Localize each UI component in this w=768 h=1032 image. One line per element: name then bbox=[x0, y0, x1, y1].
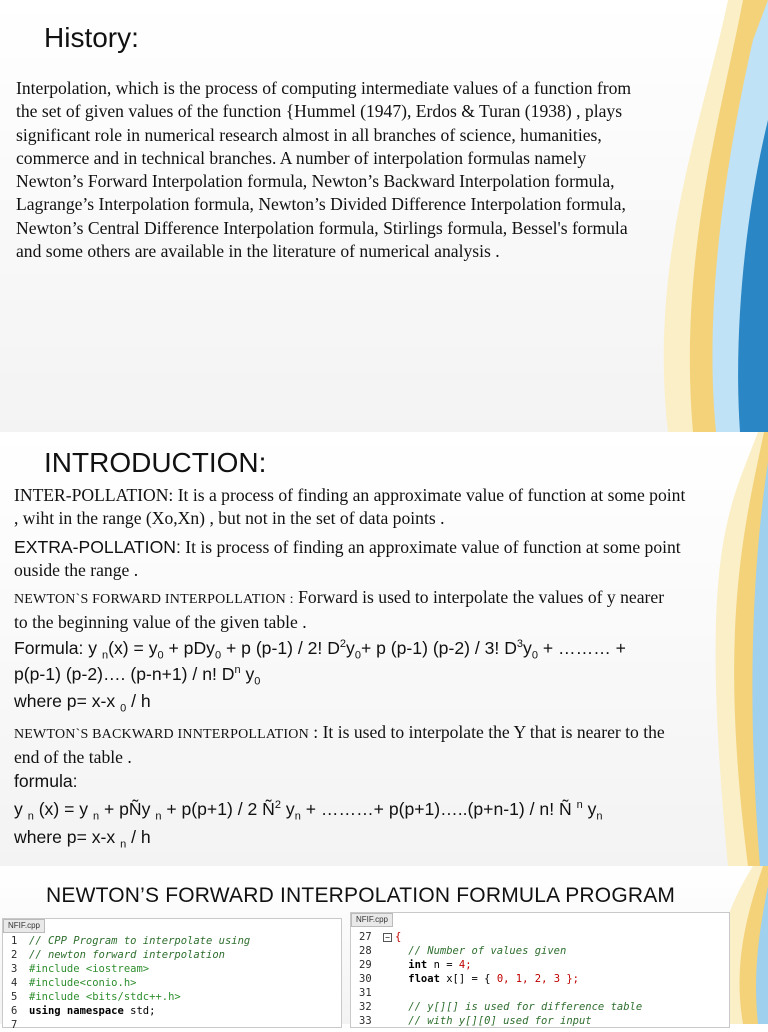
formula-sub: 0 bbox=[214, 649, 222, 662]
code-text: ; bbox=[465, 959, 472, 971]
line-number: 5 bbox=[11, 991, 18, 1003]
code-text: std; bbox=[123, 1005, 156, 1017]
code-line bbox=[3, 934, 250, 948]
code-line bbox=[3, 1004, 155, 1018]
code-text: #include<conio.h> bbox=[29, 977, 137, 989]
paragraph-line: Newton’s Forward Interpolation formula, Newton’s Backward Interpolation formula, bbox=[16, 171, 615, 192]
interpolation-text-cont: , wiht in the range (Xo,Xn) , but not in the set of data points . bbox=[14, 508, 445, 528]
code-keyword: int bbox=[383, 959, 428, 971]
code-text: x[] = { bbox=[439, 973, 497, 985]
line-number: 4 bbox=[11, 977, 18, 989]
interpolation-definition bbox=[14, 484, 758, 530]
formula-sup: 2 bbox=[339, 638, 347, 651]
interpolation-text: It is a process of finding an approximate value of function at some point bbox=[173, 485, 686, 505]
program-slide bbox=[0, 866, 768, 1031]
file-tab[interactable]: NFIF.cpp bbox=[3, 919, 45, 933]
line-number: 28 bbox=[359, 945, 372, 957]
backward-where-line bbox=[14, 827, 151, 851]
formula-text: y bbox=[346, 638, 355, 658]
code-text: #include <iostream> bbox=[29, 963, 150, 975]
paragraph-line: and some others are available in the literature of numerical analysis . bbox=[16, 241, 500, 262]
formula-sub: n bbox=[120, 838, 127, 851]
line-number: 31 bbox=[359, 987, 372, 999]
code-text: // newton forward interpolation bbox=[29, 949, 225, 961]
code-line bbox=[3, 976, 136, 990]
code-line bbox=[351, 958, 472, 972]
code-line bbox=[351, 930, 401, 944]
formula-text: y bbox=[14, 799, 28, 819]
line-number: 32 bbox=[359, 1001, 372, 1013]
code-text: // CPP Program to interpolate using bbox=[29, 935, 251, 947]
line-number: 2 bbox=[11, 949, 18, 961]
line-number: 30 bbox=[359, 973, 372, 985]
code-line bbox=[351, 1014, 592, 1028]
formula-text: y bbox=[240, 664, 255, 684]
line-number: 27 bbox=[359, 931, 372, 943]
code-text: }; bbox=[560, 973, 579, 985]
formula-text: + p(p+1) / 2 Ñ bbox=[161, 799, 275, 819]
code-line bbox=[351, 986, 383, 1000]
formula-text: y bbox=[582, 799, 597, 819]
history-title: History: bbox=[44, 22, 139, 53]
code-editor-right bbox=[350, 912, 730, 1028]
paragraph-line: Newton’s Central Difference Interpolation formula, Stirlings formula, Bessel's formula bbox=[16, 217, 628, 238]
formula-sub: 0 bbox=[531, 649, 538, 662]
code-text: // Number of values given bbox=[383, 945, 567, 957]
code-line bbox=[3, 1018, 29, 1032]
code-keyword: float bbox=[383, 973, 440, 985]
formula-sub: 0 bbox=[157, 649, 164, 662]
formula-sub: 0 bbox=[254, 675, 261, 688]
interpolation-term: INTER-POLLATION: bbox=[14, 485, 174, 505]
backward-term: NEWTON`S BACKWARD INNTERPOLLATION bbox=[14, 727, 309, 742]
forward-formula-line-2 bbox=[14, 664, 260, 688]
forward-text-cont: to the beginning value of the given table . bbox=[14, 612, 307, 632]
forward-term: NEWTON`S FORWARD INTERPOLLATION : bbox=[14, 592, 294, 607]
paragraph-line: significant role in numerical research almost in all branches of science, humanities, bbox=[16, 124, 602, 145]
formula-text: where p= x-x bbox=[14, 691, 121, 711]
formula-sub: n bbox=[102, 649, 109, 662]
line-number: 33 bbox=[359, 1015, 372, 1027]
formula-text: Formula: y bbox=[14, 638, 102, 658]
formula-text: p(p-1) (p-2)…. (p-n+1) / n! D bbox=[14, 664, 235, 684]
formula-text: + ……… + bbox=[537, 638, 626, 658]
code-line bbox=[3, 990, 181, 1004]
formula-sub: 0 bbox=[120, 702, 127, 715]
formula-text: (x) = y bbox=[33, 799, 93, 819]
file-tab[interactable]: NFIF.cpp bbox=[351, 913, 393, 927]
formula-text: + pDy bbox=[163, 638, 215, 658]
backward-text-cont: end of the table . bbox=[14, 747, 132, 767]
paragraph-line: Interpolation, which is the process of computing intermediate values of a function from bbox=[16, 78, 632, 98]
formula-text: + pÑy bbox=[99, 799, 156, 819]
formula-text: / h bbox=[126, 691, 151, 711]
backward-text: : It is used to interpolate the Y that is nearer to the bbox=[308, 722, 665, 742]
formula-sub: n bbox=[27, 810, 34, 823]
introduction-slide bbox=[0, 432, 768, 866]
forward-formula-line-1 bbox=[14, 638, 626, 662]
extrapolation-definition bbox=[14, 536, 758, 582]
code-text: #include <bits/stdc++.h> bbox=[29, 991, 181, 1003]
formula-sup: n bbox=[234, 664, 241, 677]
paragraph-line: Lagrange’s Interpolation formula, Newton’s Divided Difference Interpolation formula, bbox=[16, 194, 626, 215]
code-line bbox=[3, 962, 149, 976]
paragraph-line: the set of given values of the function {Hummel (1947), Erdos & Turan (1938) , plays bbox=[16, 101, 623, 122]
forward-text: Forward is used to interpolate the values of y nearer bbox=[293, 587, 665, 607]
formula-sup: n bbox=[576, 799, 583, 812]
formula-text: + ………+ p(p+1)…..(p+n-1) / n! Ñ bbox=[300, 799, 577, 819]
formula-text: (x) = y bbox=[108, 638, 158, 658]
history-slide bbox=[0, 0, 768, 432]
line-number: 29 bbox=[359, 959, 372, 971]
formula-sup: 3 bbox=[516, 638, 524, 651]
code-text: n = bbox=[427, 959, 459, 971]
code-editor-left bbox=[2, 918, 342, 1031]
formula-sup: 2 bbox=[274, 799, 282, 812]
line-number: 6 bbox=[11, 1005, 18, 1017]
code-line bbox=[351, 972, 579, 986]
formula-sub: n bbox=[596, 810, 603, 823]
history-paragraph bbox=[16, 77, 706, 263]
formula-sub: n bbox=[92, 810, 100, 823]
backward-formula-line bbox=[14, 799, 603, 823]
code-text: // with y[][0] used for input bbox=[383, 1015, 592, 1027]
code-line bbox=[351, 1000, 642, 1014]
code-text: // y[][] is used for difference table bbox=[383, 1001, 643, 1013]
forward-where-line bbox=[14, 691, 151, 715]
line-number: 1 bbox=[11, 935, 18, 947]
formula-text: + p (p-1) (p-2) / 3! D bbox=[360, 638, 517, 658]
formula-text: y bbox=[281, 799, 295, 819]
extrapolation-text-cont: ouside the range . bbox=[14, 560, 139, 580]
formula-sub: n bbox=[294, 810, 301, 823]
backward-formula-label: formula: bbox=[14, 771, 78, 791]
formula-text: y bbox=[523, 638, 532, 658]
code-number: 0, 1, 2, 3 bbox=[496, 973, 561, 985]
program-title: NEWTON’S FORWARD INTERPOLATION FORMULA PROGRAM bbox=[46, 884, 676, 907]
formula-text: + p (p-1) / 2! D bbox=[221, 638, 340, 658]
code-number: 4 bbox=[458, 959, 466, 971]
code-line bbox=[351, 944, 566, 958]
code-text: { bbox=[395, 931, 402, 943]
code-keyword: using namespace bbox=[29, 1005, 124, 1017]
line-number: 3 bbox=[11, 963, 18, 975]
formula-sub: n bbox=[155, 810, 162, 823]
formula-sub: 0 bbox=[354, 649, 361, 662]
backward-definition bbox=[14, 721, 758, 769]
collapse-icon[interactable]: − bbox=[383, 933, 392, 942]
code-line bbox=[3, 948, 225, 962]
paragraph-line: commerce and in technical branches. A number of interpolation formulas namely bbox=[16, 147, 587, 168]
introduction-title: INTRODUCTION: bbox=[44, 447, 267, 478]
formula-text: / h bbox=[126, 827, 151, 847]
forward-definition bbox=[14, 586, 758, 634]
line-number: 7 bbox=[11, 1019, 18, 1031]
formula-text: where p= x-x bbox=[14, 827, 121, 847]
extrapolation-text: It is process of finding an approximate value of function at some point bbox=[180, 537, 681, 557]
extrapolation-term: EXTRA-POLLATION: bbox=[14, 537, 181, 557]
